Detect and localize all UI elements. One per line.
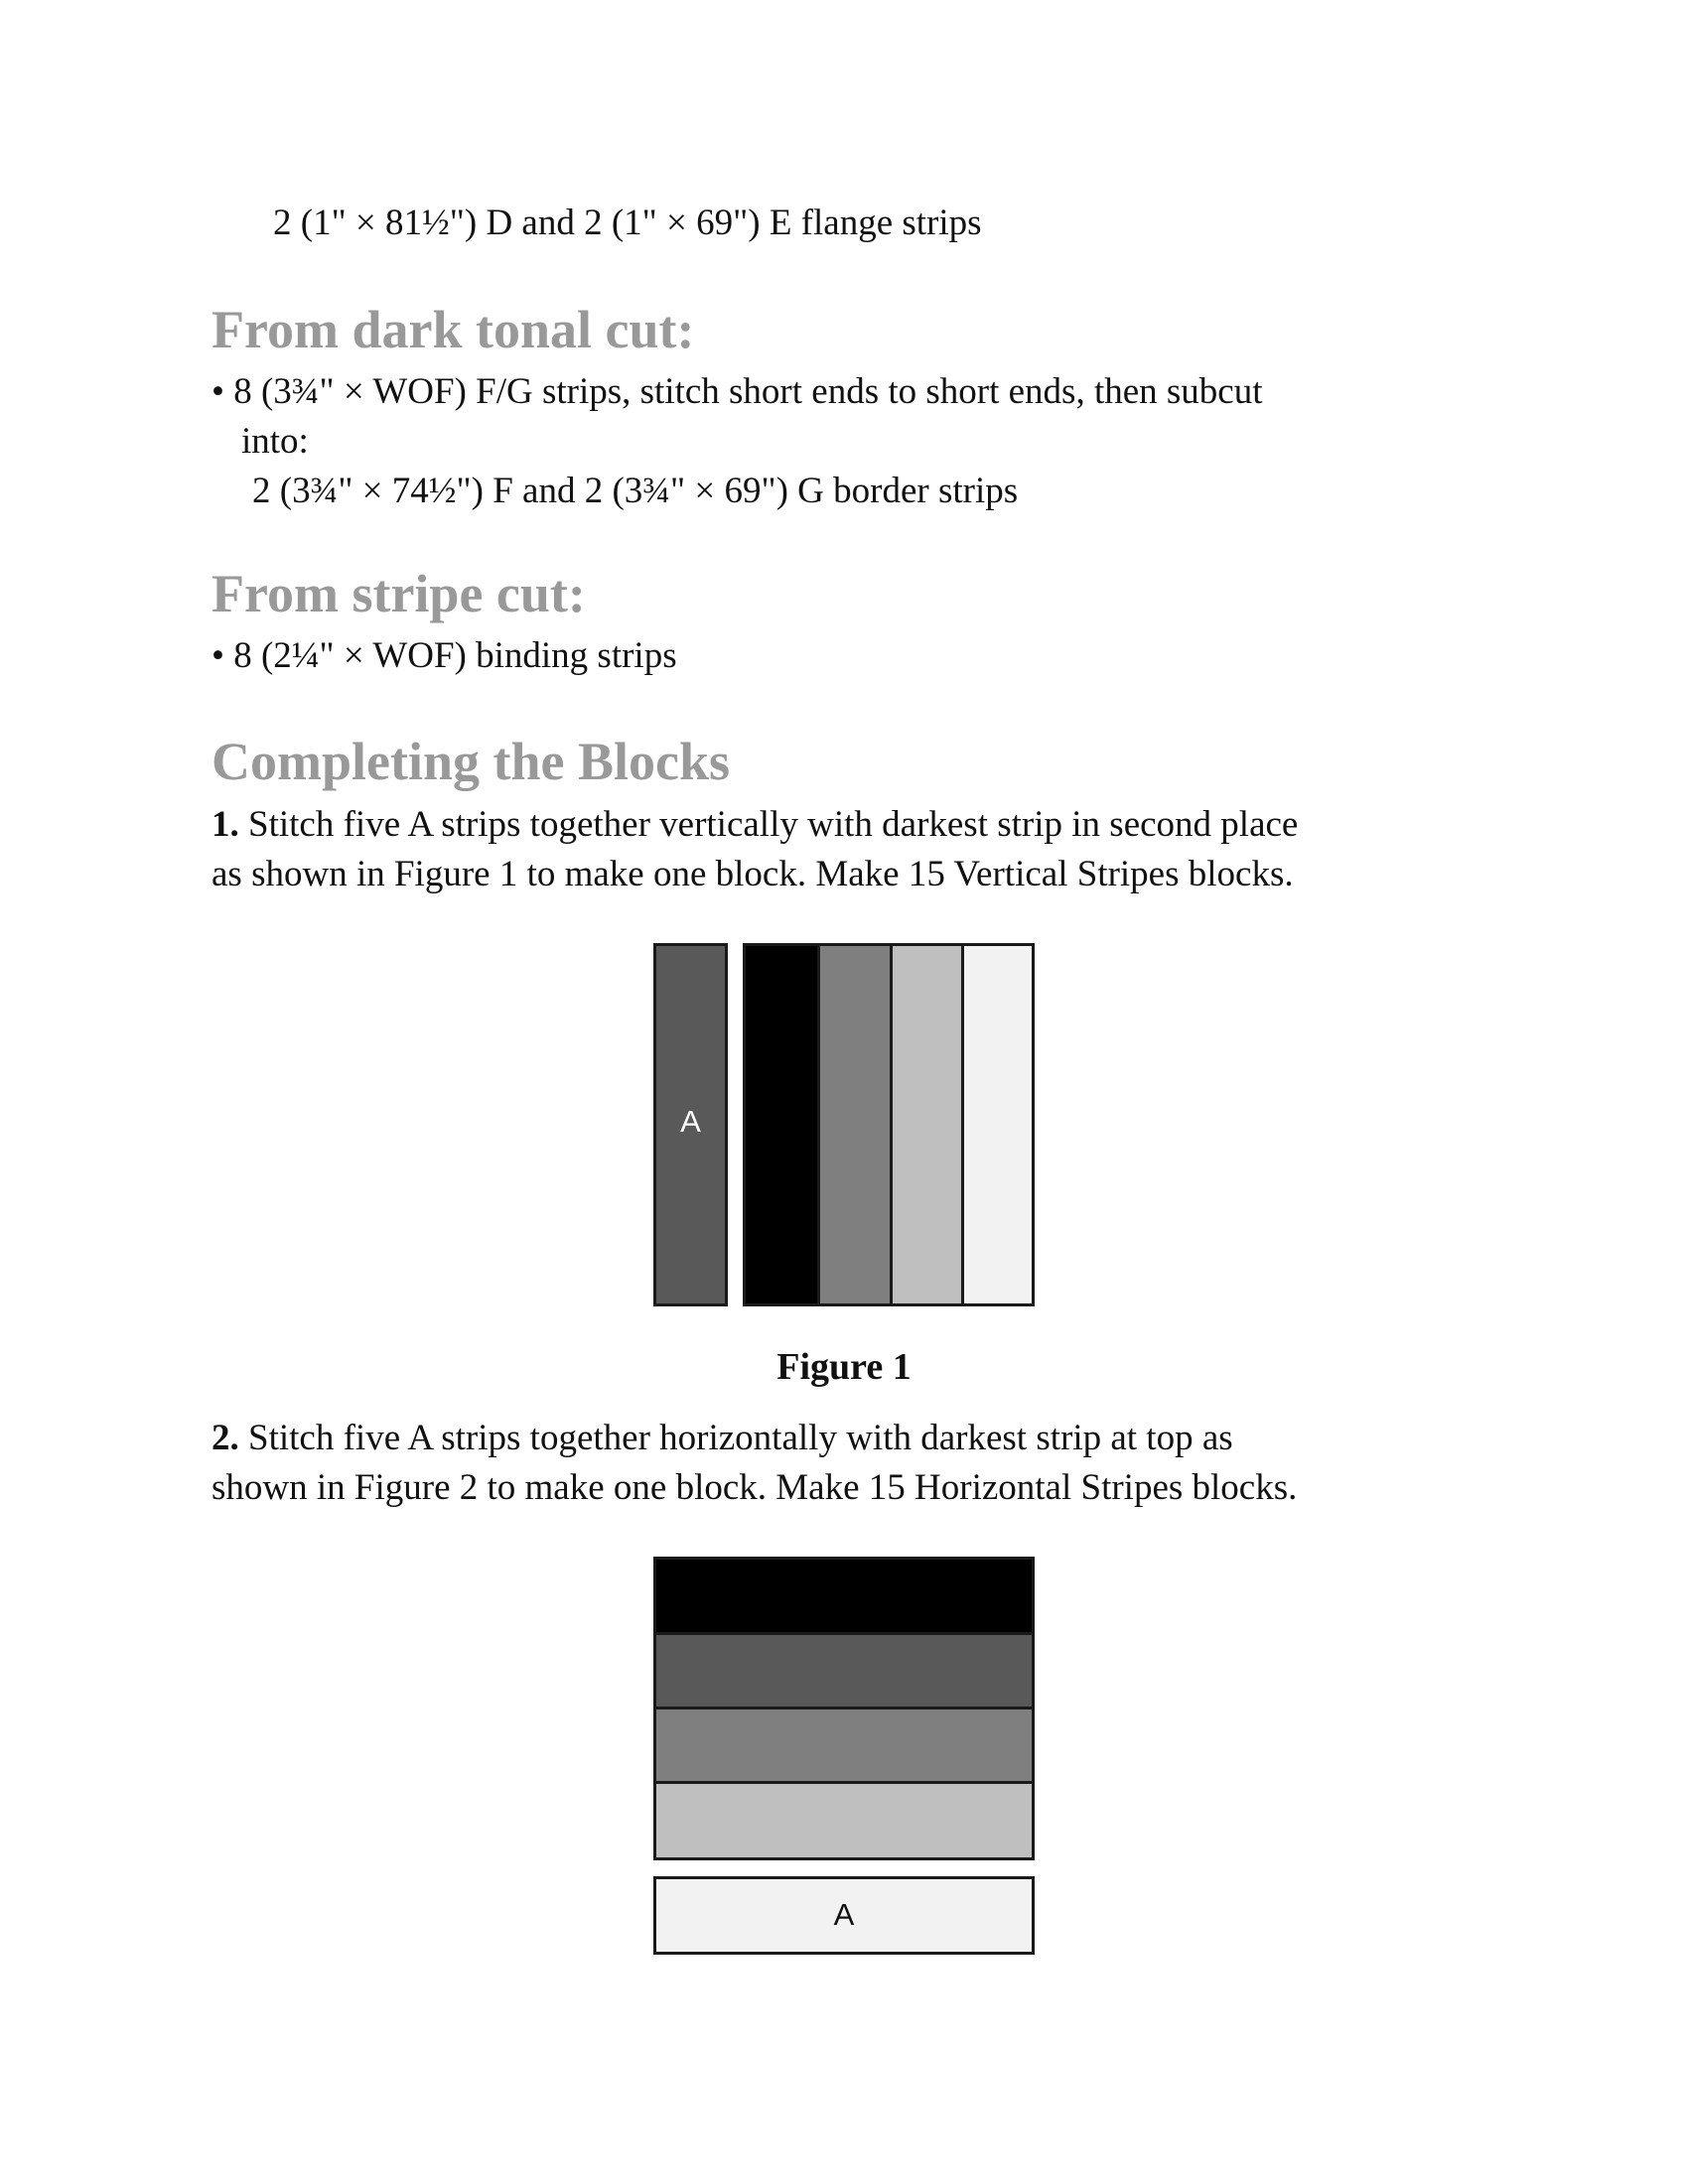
border-strips-line: 2 (3¾" × 74½") F and 2 (3¾" × 69") G border strips	[252, 471, 1019, 511]
step1-line2: as shown in Figure 1 to make one block. Make 15 Vertical Stripes blocks.	[211, 854, 1294, 894]
flange-strips-line: 2 (1" × 81½") D and 2 (1" × 69") E flange strips	[273, 203, 982, 243]
step1-text: Stitch five A strips together vertically with darkest strip in second place	[238, 804, 1299, 845]
stripe-heading: From stripe cut:	[211, 564, 586, 623]
figure1-strip-5	[961, 943, 1035, 1306]
figure2-strip-3	[653, 1706, 1035, 1784]
figure1-strip-label: A	[680, 1104, 701, 1139]
dark-tonal-bullet-line1: • 8 (3¾" × WOF) F/G strips, stitch short ends to short ends, then subcut	[211, 371, 1263, 412]
step2-line2: shown in Figure 2 to make one block. Make 15 Horizontal Stripes blocks.	[211, 1467, 1298, 1508]
figure1-caption: Figure 1	[776, 1346, 912, 1388]
figure1-strip-2	[743, 943, 820, 1306]
figure2-strip-4	[653, 1781, 1035, 1860]
step2-text: Stitch five A strips together horizontally with darkest strip at top as	[238, 1418, 1233, 1458]
figure1-strip-3	[817, 943, 893, 1306]
figure2-strip-label: A	[833, 1897, 855, 1932]
step1-line1	[211, 800, 1298, 850]
completing-blocks-heading: Completing the Blocks	[211, 732, 731, 791]
step2-number: 2.	[211, 1418, 239, 1458]
dark-tonal-heading: From dark tonal cut:	[211, 300, 695, 359]
step1-number: 1.	[211, 804, 239, 845]
step2-line1	[211, 1414, 1233, 1463]
dark-tonal-bullet-line2: into:	[241, 421, 309, 462]
figure2-strip-2	[653, 1632, 1035, 1709]
figure2-strip-1	[653, 1557, 1035, 1635]
binding-strips-line: • 8 (2¼" × WOF) binding strips	[211, 635, 677, 676]
figure1-strip-4	[890, 943, 964, 1306]
